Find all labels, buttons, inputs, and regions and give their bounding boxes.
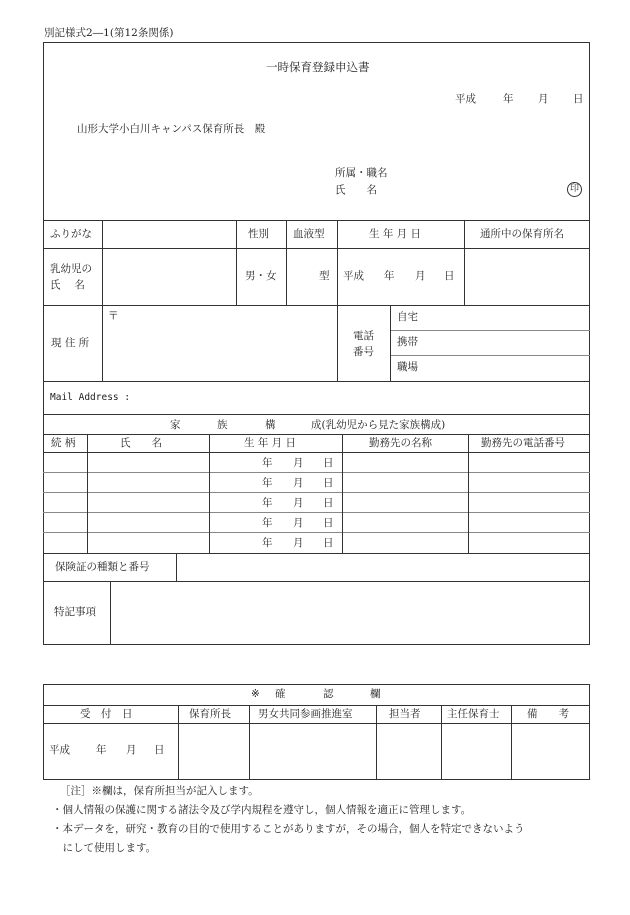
family-col-work-phone: 勤務先の電話番号	[481, 437, 565, 449]
phone-mobile-label: 携帯	[397, 336, 418, 348]
mail-address-label: Mail Address :	[50, 392, 131, 403]
addressee: 山形大学小白川キャンパス保育所長 殿	[77, 123, 266, 135]
current-nursery-header: 通所中の保育所名	[480, 228, 564, 240]
family-header-suffix: 成(乳幼児から見た家族構成)	[311, 419, 446, 431]
date-era: 平成	[455, 93, 476, 105]
blood-type-suffix: 型	[319, 270, 330, 282]
col-chief-caregiver: 主任保育士	[447, 708, 500, 720]
current-nursery-field[interactable]	[465, 249, 589, 304]
applicant-name-label: 氏 名	[335, 184, 377, 196]
col-notes: 備 考	[527, 708, 569, 720]
row-month: 月	[293, 477, 304, 489]
row-year: 年	[262, 497, 273, 509]
reception-day: 日	[154, 744, 165, 756]
reception-era: 平成	[49, 744, 70, 756]
sex-choice[interactable]: 男・女	[245, 270, 277, 282]
affiliation-label: 所属・職名	[335, 167, 388, 179]
row-year: 年	[262, 477, 273, 489]
mail-address-field[interactable]	[140, 383, 588, 412]
birth-month: 月	[415, 270, 426, 282]
date-day: 日	[573, 93, 584, 105]
blood-type-header: 血液型	[293, 228, 325, 240]
seal-icon: 印	[567, 182, 582, 197]
remarks-field[interactable]	[111, 582, 588, 644]
row-day: 日	[323, 457, 334, 469]
birth-era: 平成	[343, 270, 364, 282]
phone-home-label: 自宅	[397, 311, 418, 323]
postal-mark: 〒	[108, 310, 119, 322]
sex-header: 性別	[248, 228, 269, 240]
phone-work-label: 職場	[397, 361, 418, 373]
family-header-3: 構	[265, 419, 276, 431]
row-month: 月	[293, 517, 304, 529]
insurance-field[interactable]	[177, 554, 588, 580]
row-month: 月	[293, 457, 304, 469]
remarks-label: 特記事項	[54, 606, 96, 618]
phone-label-2: 番号	[353, 346, 374, 358]
appendix-label: 別記様式2―1(第12条関係)	[44, 27, 174, 39]
child-name-field[interactable]	[103, 249, 235, 304]
row-month: 月	[293, 537, 304, 549]
furigana-field[interactable]	[103, 221, 235, 247]
form-title: 一時保育登録申込書	[266, 60, 370, 74]
col-staff: 担当者	[389, 708, 421, 720]
child-name-label: 乳幼児の	[50, 263, 92, 275]
family-col-relation: 続 柄	[51, 437, 76, 449]
confirmation-box	[43, 684, 590, 780]
row-year: 年	[262, 517, 273, 529]
confirmation-mark: ※	[251, 688, 260, 700]
family-header-1: 家	[170, 419, 181, 431]
child-name-label-2: 氏 名	[50, 279, 85, 291]
row-day: 日	[323, 497, 334, 509]
note-line: にして使用します。	[52, 842, 157, 854]
reception-year: 年	[96, 744, 107, 756]
row-month: 月	[293, 497, 304, 509]
reception-month: 月	[126, 744, 137, 756]
row-day: 日	[323, 537, 334, 549]
col-equality-office: 男女共同参画推進室	[258, 708, 353, 720]
note-line: ［注］※欄は，保育所担当が記入します。	[60, 785, 259, 797]
row-year: 年	[262, 457, 273, 469]
address-field[interactable]	[103, 306, 336, 380]
insurance-label: 保険証の種類と番号	[55, 561, 150, 573]
confirmation-title-1: 確	[275, 688, 286, 700]
confirmation-title-2: 認	[323, 688, 334, 700]
row-day: 日	[323, 517, 334, 529]
family-col-birth: 生 年 月 日	[244, 437, 297, 449]
furigana-header: ふりがな	[50, 228, 92, 240]
row-day: 日	[323, 477, 334, 489]
birth-date-header: 生 年 月 日	[369, 228, 422, 240]
row-year: 年	[262, 537, 273, 549]
address-label: 現 住 所	[51, 337, 90, 349]
birth-year: 年	[384, 270, 395, 282]
note-line: ・本データを，研究・教育の目的で使用することがありますが，その場合，個人を特定できないよう	[52, 823, 525, 835]
confirmation-title-3: 欄	[370, 688, 381, 700]
family-col-name: 氏 名	[120, 437, 162, 449]
family-col-workplace: 勤務先の名称	[369, 437, 432, 449]
birth-day: 日	[444, 270, 455, 282]
note-line: ・個人情報の保護に関する諸法令及び学内規程を遵守し，個人情報を適正に管理します。	[52, 804, 472, 816]
family-header-2: 族	[217, 419, 228, 431]
col-director: 保育所長	[189, 708, 231, 720]
phone-label: 電話	[353, 330, 374, 342]
date-month: 月	[538, 93, 549, 105]
col-reception-date: 受 付 日	[80, 708, 133, 720]
date-year: 年	[503, 93, 514, 105]
